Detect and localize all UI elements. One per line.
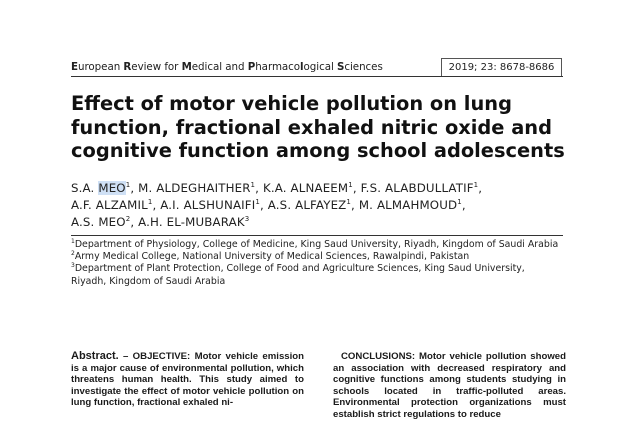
author-name: A.F. ALZAMIL bbox=[71, 198, 148, 213]
abstract-left-column bbox=[71, 351, 304, 409]
article-title bbox=[71, 92, 571, 163]
journal-name-part: E bbox=[71, 61, 78, 73]
affiliation-item bbox=[71, 239, 563, 251]
author-name: , F.S. ALABDULLATIF bbox=[352, 181, 474, 195]
journal-name-part: harmaco bbox=[255, 61, 301, 73]
author-name: , bbox=[461, 198, 466, 213]
journal-name-part: P bbox=[247, 61, 256, 73]
journal-name-part: uropean bbox=[77, 61, 124, 73]
abstract-heading: Abstract. bbox=[71, 350, 119, 362]
journal-name bbox=[71, 61, 383, 73]
citation-box: 2019; 23: 8678-8686 bbox=[441, 58, 562, 77]
affiliation-divider bbox=[71, 235, 563, 236]
author-affiliation-marker: 1 bbox=[250, 181, 256, 189]
journal-name-part: M bbox=[181, 61, 192, 73]
journal-name-part: S bbox=[336, 61, 345, 73]
affiliation-item bbox=[71, 263, 563, 287]
author-list bbox=[71, 180, 571, 232]
author-name: , bbox=[478, 181, 483, 195]
author-affiliation-marker: 1 bbox=[125, 181, 131, 189]
affiliation-text: Department of Physiology, College of Medicine, King Saud University, Riyadh, Kingdom of Saudi Arabia bbox=[74, 239, 559, 250]
affiliation-marker: 3 bbox=[71, 262, 75, 270]
header-divider bbox=[71, 76, 563, 77]
author-affiliation-marker: 1 bbox=[348, 181, 353, 189]
title-line: cognitive function among school adolescents bbox=[71, 139, 565, 162]
affiliation-marker: 2 bbox=[71, 250, 75, 258]
author-affiliation-marker: 1 bbox=[457, 198, 462, 207]
abstract-conclusions-text: CONCLUSIONS: Motor vehicle pollution showed an association with decreased respiratory and cognitive functions among students studying in schools located in traffic-polluted areas. Environmental protection organizations must establish strict regulations to reduce bbox=[333, 351, 566, 420]
title-line: Effect of motor vehicle pollution on lung bbox=[71, 92, 512, 115]
affiliation-text: Army Medical College, National University of Medical Sciences, Rawalpindi, Pakistan bbox=[74, 251, 470, 263]
author-name: , A.I. ALSHUNAIFI bbox=[152, 198, 256, 213]
journal-name-part: l bbox=[300, 61, 304, 73]
affiliation-text: Department of Plant Protection, College of Food and Agriculture Sciences, King Saud University, Riyadh, Kingdom of Saudi Arabia bbox=[71, 263, 525, 287]
abstract-objective-text: – OBJECTIVE: Motor vehicle emission is a major cause of environmental pollution, which threatens human health. This study aimed to investigate the effect of motor vehicle pollution on lung function, fractional exhaled ni- bbox=[71, 351, 304, 409]
journal-name-part: R bbox=[123, 61, 132, 73]
journal-name-part: edical and bbox=[191, 61, 248, 73]
author-line bbox=[71, 214, 571, 231]
author-name: S.A. bbox=[71, 181, 99, 195]
journal-name-part: ciences bbox=[344, 61, 383, 73]
author-affiliation-marker: 2 bbox=[125, 215, 131, 224]
author-affiliation-marker: 1 bbox=[147, 198, 153, 207]
affiliation-list bbox=[71, 239, 563, 288]
author-affiliation-marker: 3 bbox=[244, 215, 250, 224]
author-name: , M. ALDEGHAITHER bbox=[130, 181, 251, 195]
author-line bbox=[71, 197, 571, 214]
title-line: function, fractional exhaled nitric oxide and bbox=[71, 115, 552, 139]
affiliation-item bbox=[71, 251, 563, 263]
journal-name-part: ogical bbox=[303, 61, 337, 73]
author-name: MEO bbox=[98, 181, 126, 195]
author-affiliation-marker: 1 bbox=[346, 198, 352, 207]
author-name: , A.S. ALFAYEZ bbox=[259, 198, 347, 213]
author-name: , K.A. ALNAEEM bbox=[255, 181, 349, 195]
journal-name-part: eview for bbox=[131, 61, 182, 73]
author-line bbox=[71, 180, 571, 197]
author-name: A.S. MEO bbox=[71, 215, 126, 230]
abstract-right-column bbox=[333, 351, 566, 421]
affiliation-marker: 1 bbox=[71, 238, 75, 245]
author-affiliation-marker: 1 bbox=[255, 198, 260, 207]
author-name: , A.H. EL-MUBARAK bbox=[130, 215, 245, 230]
author-name: , M. ALMAHMOUD bbox=[351, 198, 458, 213]
author-affiliation-marker: 1 bbox=[473, 181, 479, 189]
